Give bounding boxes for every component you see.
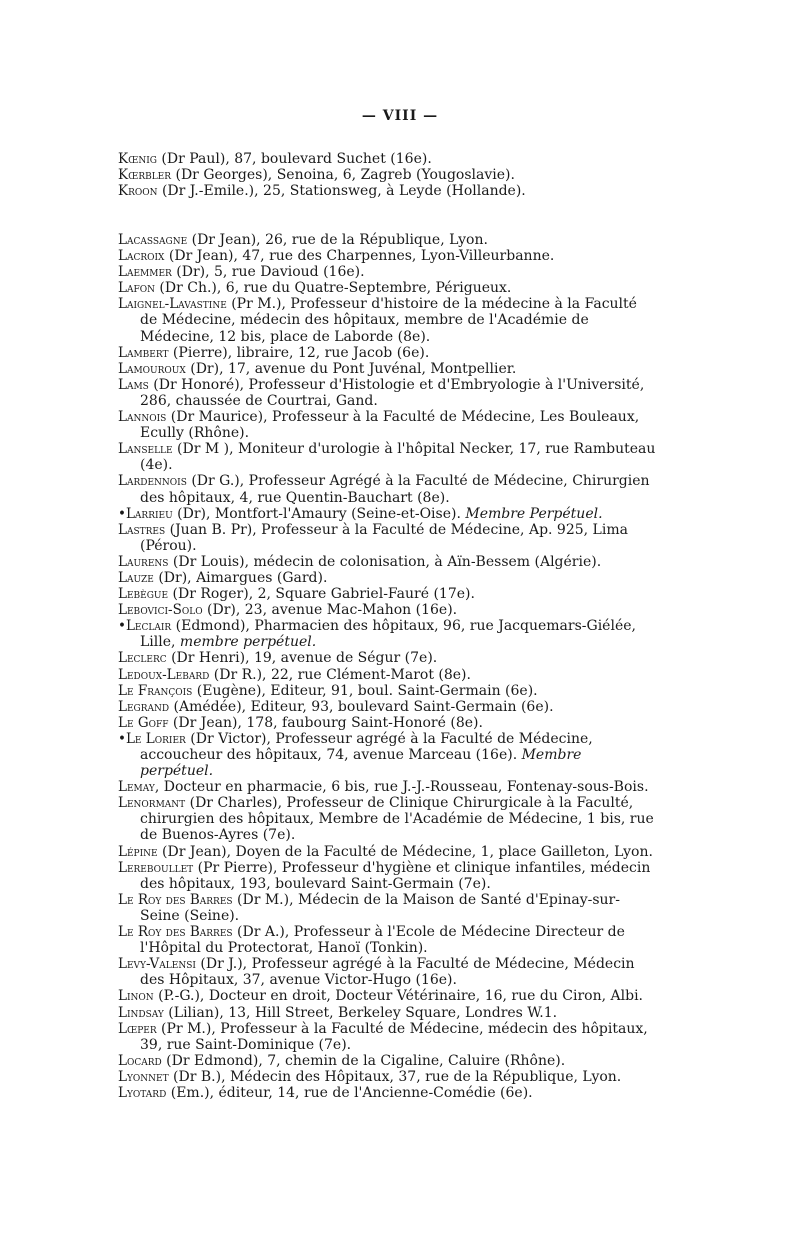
entry-details: (Em.), éditeur, 14, rue de l'Ancienne-Comédie (6e). — [166, 1084, 533, 1101]
entry-details: (Dr), 23, avenue Mac-Mahon (16e). — [202, 602, 458, 619]
entry-name: Lebègue — [118, 586, 169, 603]
entry-details: (Dr Honoré), Professeur d'Histologie et d'Embryologie à l'Université, 286, chaussée de Courtrai, Gand. — [140, 376, 645, 409]
entry-details: (Dr J.), Professeur agrégé à la Faculté de Médecine, Médecin des Hôpitaux, 37, avenue Victor-Hugo (16e). — [140, 956, 635, 989]
directory-entry — [118, 892, 658, 924]
entry-details: (Dr G.), Professeur Agrégé à la Faculté de Médecine, Chirurgien des hôpitaux, 4, rue Quentin-Bauchart (8e). — [140, 473, 650, 506]
directory-entry — [118, 715, 658, 731]
entry-note: Membre Perpétuel. — [465, 505, 603, 522]
directory-entry — [118, 731, 658, 779]
entry-details: (Dr B.), Médecin des Hôpitaux, 37, rue de la République, Lyon. — [168, 1068, 622, 1085]
directory-entry — [118, 956, 658, 988]
directory-entry — [118, 296, 658, 344]
directory-entry — [118, 860, 658, 892]
entry-name: Lauze — [118, 569, 154, 586]
entry-note: membre perpétuel. — [179, 634, 317, 651]
entry-details: (Eugène), Editeur, 91, boul. Saint-Germain (6e). — [192, 682, 538, 699]
entry-name: Lacroix — [118, 248, 165, 265]
directory-entry — [118, 1085, 658, 1101]
directory-entry — [118, 522, 658, 554]
directory-entry — [118, 924, 658, 956]
entry-details: (Pierre), libraire, 12, rue Jacob (6e). — [168, 344, 430, 361]
entry-details: (Dr M ), Moniteur d'urologie à l'hôpital Necker, 17, rue Rambuteau (4e). — [140, 441, 656, 474]
directory-entry — [118, 409, 658, 441]
entry-details: (Dr Edmond), 7, chemin de la Cigaline, Caluire (Rhône). — [161, 1052, 566, 1069]
entry-name: Lannois — [118, 409, 167, 426]
entry-details: , Docteur en pharmacie, 6 bis, rue J.-J.-Rousseau, Fontenay-sous-Bois. — [154, 779, 649, 796]
directory-entry — [118, 506, 658, 522]
entry-name: Leclerc — [118, 650, 167, 667]
directory-entry — [118, 618, 658, 650]
entry-name: Lépine — [118, 843, 158, 860]
directory-entry — [118, 554, 658, 570]
entry-name: Ledoux-Lebard — [118, 666, 210, 683]
entry-details: (Dr Jean), Doyen de la Faculté de Médecine, 1, place Gailleton, Lyon. — [157, 843, 653, 860]
entry-name: Lebovici-Solo — [118, 602, 203, 619]
entry-details: (P.-G.), Docteur en droit, Docteur Vétérinaire, 16, rue du Ciron, Albi. — [153, 988, 643, 1005]
entry-details: (Dr Jean), 47, rue des Charpennes, Lyon-Villeurbanne. — [164, 248, 555, 265]
section-k-entries — [118, 151, 658, 199]
directory-entry — [118, 473, 658, 505]
entry-details: (Dr Henri), 19, avenue de Ségur (7e). — [166, 650, 438, 667]
directory-entry — [118, 248, 658, 264]
directory-entry — [118, 1005, 658, 1021]
entry-name: Laemmer — [118, 264, 172, 281]
directory-entry — [118, 570, 658, 586]
entry-details: (Dr), 17, avenue du Pont Juvénal, Montpellier. — [185, 360, 517, 377]
entry-details: (Dr J.-Emile.), 25, Stationsweg, à Leyde (Hollande). — [157, 183, 526, 200]
entry-details: (Dr Louis), médecin de colonisation, à Aïn-Bessem (Algérie). — [168, 553, 602, 570]
entry-details: (Edmond), Pharmacien des hôpitaux, 96, rue Jacquemars-Giélée, Lille, — [140, 618, 636, 651]
directory-entry — [118, 602, 658, 618]
entry-name: Kœrbler — [118, 167, 172, 184]
entry-name: Lanselle — [118, 441, 173, 458]
entry-note: Membre perpétuel. — [140, 747, 582, 780]
entry-name: Lardennois — [118, 473, 187, 490]
entry-details: (Dr Victor), Professeur agrégé à la Faculté de Médecine, accoucheur des hôpitaux, 74, avenue Marceau (16e). — [140, 730, 593, 763]
directory-entry — [118, 1021, 658, 1053]
entry-details: (Dr Roger), 2, Square Gabriel-Fauré (17e). — [168, 586, 475, 603]
page-number: — VIII — — [361, 108, 439, 124]
entry-name: •Larrieu — [118, 505, 173, 522]
directory-entry — [118, 795, 658, 843]
entry-details: (Dr Ch.), 6, rue du Quatre-Septembre, Périgueux. — [154, 280, 512, 297]
directory-entry — [118, 280, 658, 296]
entry-name: Locard — [118, 1052, 162, 1069]
entry-name: Lyonnet — [118, 1068, 169, 1085]
entry-name: Lastres — [118, 521, 166, 538]
entry-name: Lereboullet — [118, 859, 194, 876]
directory-entry — [118, 264, 658, 280]
entry-details: (Lilian), 13, Hill Street, Berkeley Square, Londres W.1. — [163, 1004, 558, 1021]
entry-name: Le Roy des Barres — [118, 891, 233, 908]
directory-entry — [118, 441, 658, 473]
entry-name: Lœper — [118, 1020, 157, 1037]
entry-name: Le Goff — [118, 714, 169, 731]
entry-name: Kœnig — [118, 151, 157, 167]
entry-name: Lams — [118, 376, 149, 393]
directory-entry — [118, 1069, 658, 1085]
entry-name: Lindsay — [118, 1004, 164, 1021]
directory-entry — [118, 377, 658, 409]
directory-entry — [118, 667, 658, 683]
entry-name: Le Roy des Barres — [118, 924, 233, 941]
entry-name: Lyotard — [118, 1084, 167, 1101]
directory-entry — [118, 699, 658, 715]
directory-entry — [118, 151, 658, 167]
entry-name: Lemay — [118, 779, 155, 796]
entry-name: Laignel-Lavastine — [118, 296, 227, 313]
entry-name: Lamouroux — [118, 360, 186, 377]
entry-details: (Dr Paul), 87, boulevard Suchet (16e). — [156, 151, 432, 167]
entry-details: (Dr M.), Médecin de la Maison de Santé d'Epinay-sur-Seine (Seine). — [140, 891, 620, 924]
directory-entry — [118, 683, 658, 699]
entry-details: (Dr Jean), 178, faubourg Saint-Honoré (8e). — [168, 714, 483, 731]
entry-details: (Amédée), Editeur, 93, boulevard Saint-Germain (6e). — [169, 698, 554, 715]
entry-details: (Dr), Aimargues (Gard). — [153, 569, 328, 586]
entry-details: (Dr), Montfort-l'Amaury (Seine-et-Oise). — [172, 505, 466, 522]
entry-details: (Dr Maurice), Professeur à la Faculté de Médecine, Les Bouleaux, Ecully (Rhône). — [140, 409, 640, 442]
directory-entry — [118, 650, 658, 666]
directory-entry — [118, 779, 658, 795]
entry-details: (Pr M.), Professeur d'histoire de la médecine à la Faculté de Médecine, médecin des hôpitaux, membre de l'Académie de Médecine, 12 bis, place de Laborde (8e). — [140, 296, 637, 345]
entry-name: Levy-Valensi — [118, 956, 196, 973]
entry-details: (Juan B. Pr), Professeur à la Faculté de Médecine, Ap. 925, Lima (Pérou). — [140, 521, 628, 554]
directory-entry — [118, 586, 658, 602]
entry-name: Kroon — [118, 183, 158, 200]
directory-entry — [118, 988, 658, 1004]
entry-name: Le François — [118, 682, 193, 699]
entry-name: •Leclair — [118, 618, 172, 635]
directory-entry — [118, 844, 658, 860]
directory-entry — [118, 183, 658, 199]
entry-name: Legrand — [118, 698, 170, 715]
section-l-entries — [118, 232, 658, 1101]
entry-name: •Le Lorier — [118, 730, 186, 747]
directory-entry — [118, 1053, 658, 1069]
entry-name: Laurens — [118, 553, 169, 570]
entry-details: (Dr R.), 22, rue Clément-Marot (8e). — [209, 666, 471, 683]
entry-details: (Dr A.), Professeur à l'Ecole de Médecine Directeur de l'Hôpital du Protectorat, Hanoï (Tonkin). — [140, 924, 625, 957]
directory-entry — [118, 345, 658, 361]
entry-details: (Pr Pierre), Professeur d'hygiène et clinique infantiles, médecin des hôpitaux, 193, boulevard Saint-Germain (7e). — [140, 859, 651, 892]
entry-name: Lafon — [118, 280, 155, 297]
entry-name: Lenormant — [118, 795, 186, 812]
directory-entry — [118, 167, 658, 183]
entry-details: (Dr), 5, rue Davioud (16e). — [171, 264, 365, 281]
entry-name: Lacassagne — [118, 232, 188, 248]
entry-name: Linon — [118, 988, 154, 1005]
entry-details: (Dr Charles), Professeur de Clinique Chirurgicale à la Faculté, chirurgien des hôpitaux, Membre de l'Académie de Médecine, 1 bis, rue de Buenos-Ayres (7e). — [140, 795, 654, 844]
directory-entry — [118, 232, 658, 248]
entry-details: (Dr Jean), 26, rue de la République, Lyon. — [187, 232, 488, 248]
entry-details: (Dr Georges), Senoina, 6, Zagreb (Yougoslavie). — [171, 167, 515, 184]
entry-details: (Pr M.), Professeur à la Faculté de Médecine, médecin des hôpitaux, 39, rue Saint-Dominique (7e). — [140, 1020, 648, 1053]
entry-name: Lambert — [118, 344, 169, 361]
directory-entry — [118, 361, 658, 377]
